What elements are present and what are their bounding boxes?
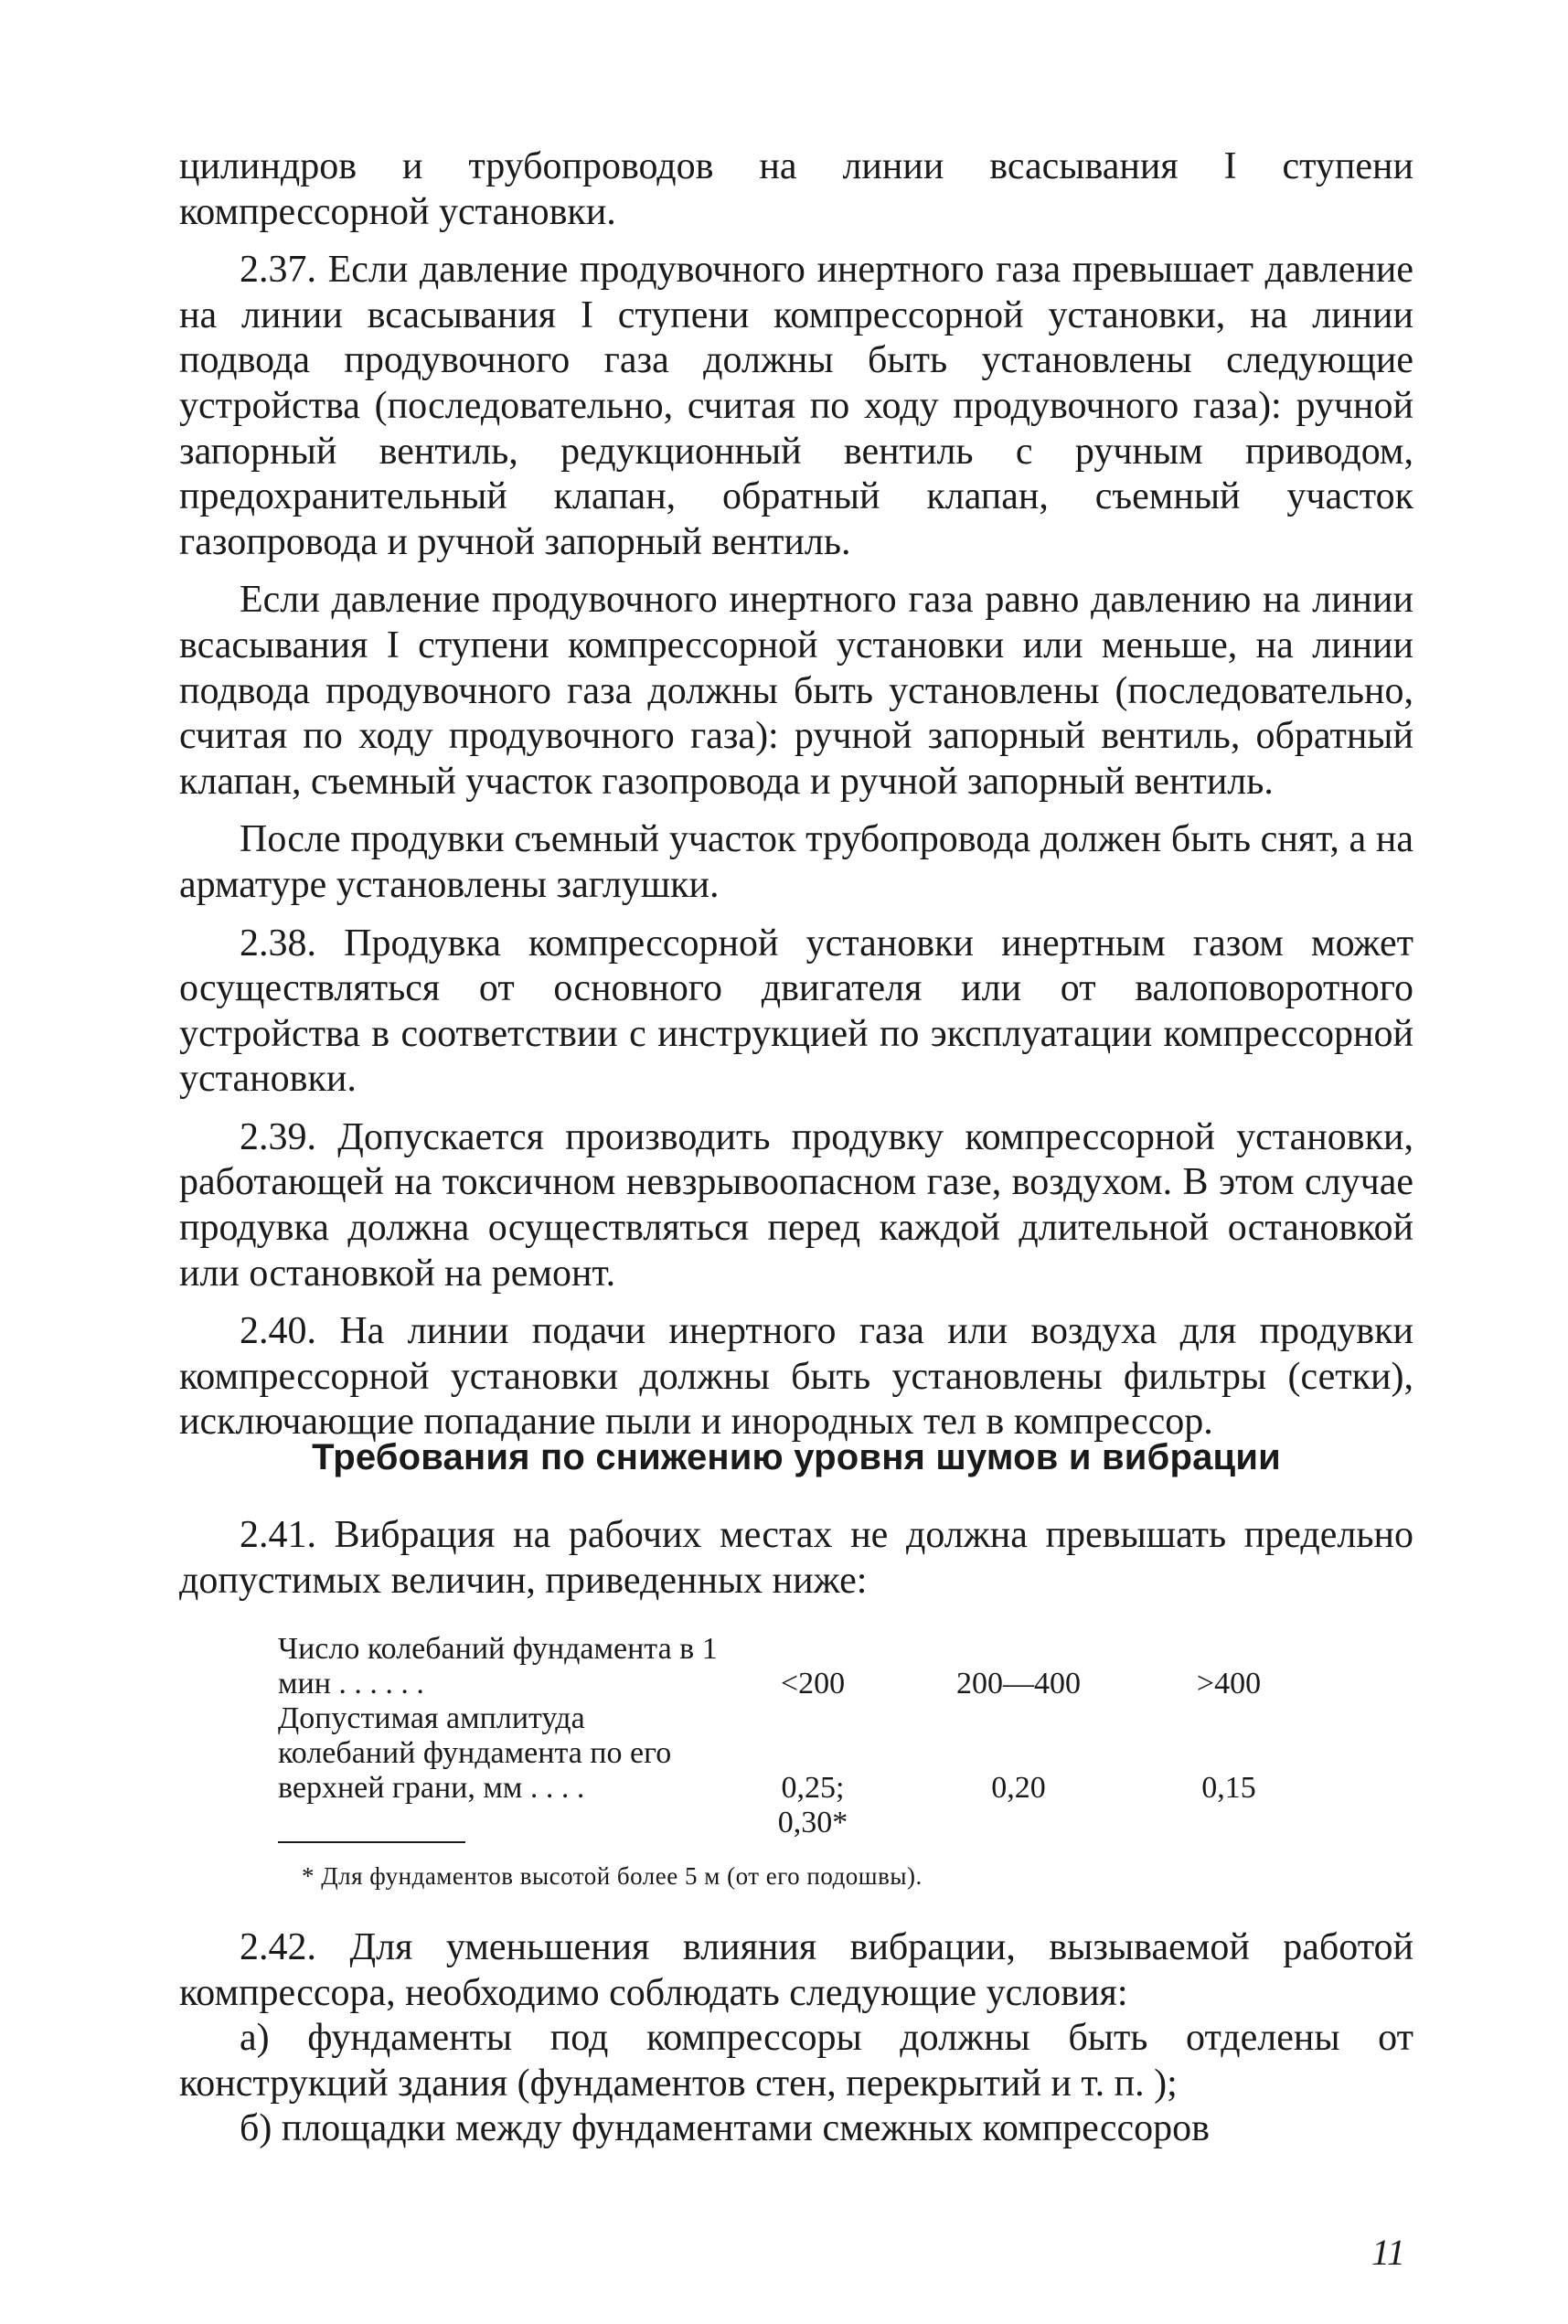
footnote: * Для фундаментов высотой более 5 м (от его подошвы). [302,1862,923,1890]
paragraph-2-37: 2.37. Если давление продувочного инертного газа превышает давление на линии всасывания I ступени компрессорной установки, на линии подвода продувочного газа должны быть установлены следующие устройства (последовательно, считая по ходу продувочного газа): ручной запорный вентиль, редукционный вентиль с ручным приводом, предохранительный клапан, обратный клапан, съемный участок газопровода и ручной запорный вентиль. [179,249,1413,563]
table-value-amplitude-3: 0,15 [1201,1771,1256,1805]
footnote-rule [278,1841,465,1843]
paragraph-continuation: цилиндров и трубопроводов на линии всасывания I ступени компрессорной установки. [179,145,1413,233]
paragraph-2-42-a: а) фундаменты под компрессоры должны быть отделены от конструкций здания (фундаментов стен, перекрытий и т. п. ); [179,2017,1413,2105]
vibration-table [278,1632,1302,1839]
table-label-frequency: Число колебаний фундамента в 1 мин . . . . . . [278,1632,718,1700]
table-value-amplitude-2: 0,20 [991,1771,1046,1805]
table-value-frequency-3: >400 [1196,1667,1262,1700]
paragraph-2-37-cont: Если давление продувочного инертного газа равно давлению на линии всасывания I ступени компрессорной установки или меньше, на линии подвода продувочного газа должны быть установлены (последовательно, считая по ходу продувочного газа): ручной запорный вентиль, обратный клапан, съемный участок газопровода и ручной запорный вентиль. [179,579,1413,803]
paragraph-2-40: 2.40. На линии подачи инертного газа или воздуха для продувки компрессорной установки должны быть установлены фильтры (сетки), исключающие попадание пыли и инородных тел в компрессор. [179,1310,1413,1444]
paragraph-after-purge: После продувки съемный участок трубопровода должен быть снят, а на арматуре установлены заглушки. [179,818,1413,906]
table-label-amplitude: Допустимая амплитуда колебаний фундамента по его верхней грани, мм . . . . [278,1701,672,1805]
body-text-bottom [179,1925,1413,2152]
table-value-frequency-1: <200 [780,1667,846,1700]
body-text-top [179,144,1413,1445]
table-value-amplitude-1: 0,25; [781,1771,845,1805]
paragraph-2-39: 2.39. Допускается производить продувку компрессорной установки, работающей на токсичном невзрывоопасном газе, воздухом. В этом случае продувка должна осуществляться перед каждой длительной остановкой или остановкой на ремонт. [179,1115,1413,1295]
page-number: 11 [1371,2232,1406,2273]
section-heading: Требования по снижению уровня шумов и вибрации [312,1437,1281,1477]
table-value-amplitude-extra: 0,30* [777,1806,848,1839]
paragraph-2-42: 2.42. Для уменьшения влияния вибрации, вызываемой работой компрессора, необходимо соблюдать следующие условия: [179,1926,1413,2014]
paragraph-2-41: 2.41. Вибрация на рабочих местах не должна превышать предельно допустимых величин, приведенных ниже: [179,1514,1413,1602]
body-text-241 [179,1513,1413,1604]
table-value-frequency-2: 200—400 [956,1667,1081,1700]
table-row-frequency [278,1632,1302,1701]
paragraph-2-38: 2.38. Продувка компрессорной установки инертным газом может осуществляться от основного двигателя или от валоповоротного устройства в соответствии с инструкцией по эксплуатации компрессорной установки. [179,922,1413,1101]
table-row-amplitude [278,1701,1302,1839]
paragraph-2-42-b: б) площадки между фундаментами смежных компрессоров [240,2107,1210,2150]
